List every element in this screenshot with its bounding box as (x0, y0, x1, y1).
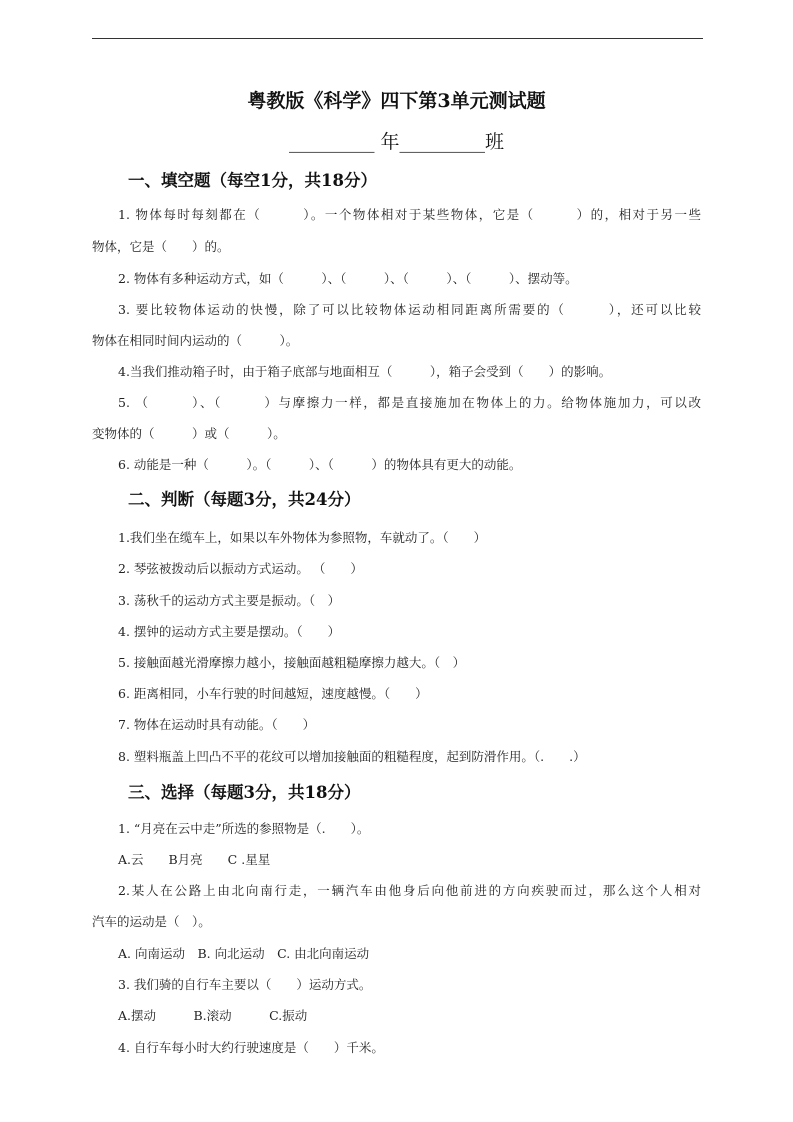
question-line: 6. 动能是一种（ ）。（ ）、（ ）的物体具有更大的动能。 (118, 457, 522, 472)
question-line: 物体在相同时间内运动的（ ）。 (92, 333, 299, 348)
question-line: 7. 物体在运动时具有动能。（ ） (118, 717, 316, 732)
answer-options: A. 向南运动 B. 向北运动 C. 由北向南运动 (118, 946, 370, 961)
question-line: 2. 物体有多种运动方式，如（ ）、（ ）、（ ）、（ ）、摆动等。 (118, 271, 578, 286)
question-line: 2. 琴弦被拨动后以振动方式运动。 （ ） (118, 561, 363, 576)
question-line: 4. 自行车每小时大约行驶速度是（ ）千米。 (118, 1040, 384, 1055)
question-line: 汽车的运动是（ ）。 (92, 914, 211, 929)
page-title: 粤教版《科学》四下第3单元测试题 (247, 90, 546, 112)
question-line: 3. 我们骑的自行车主要以（ ）运动方式。 (118, 977, 372, 992)
question-line: 物体，它是（ ）的。 (92, 239, 230, 254)
question-line: 1.我们坐在缆车上，如果以车外物体为参照物，车就动了。（ ） (118, 530, 487, 545)
question-line: 1. 物体每时每刻都在（ ）。一个物体相对于某些物体，它是（ ）的，相对于另一些 (118, 207, 701, 222)
question-line: 4.当我们推动箱子时，由于箱子底部与地面相互（ ），箱子会受到（ ）的影响。 (118, 364, 612, 379)
question-line: 5. （ ）、（ ）与摩擦力一样，都是直接施加在物体上的力。给物体施加力，可以改 (118, 395, 701, 410)
section-heading-fill-blank: 一、填空题（每空1分，共18分） (128, 171, 377, 190)
answer-options: A.云 B月亮 C .星星 (118, 852, 271, 867)
question-line: 5. 接触面越光滑摩擦力越小，接触面越粗糙摩擦力越大。（ ） (118, 655, 466, 670)
question-line: 4. 摆钟的运动方式主要是摆动。（ ） (118, 624, 341, 639)
question-line: 1. “月亮在云中走”所选的参照物是（. ）。 (118, 821, 370, 836)
question-line: 8. 塑料瓶盖上凹凸不平的花纹可以增加接触面的粗糙程度，起到防滑作用。（. .） (118, 749, 586, 764)
question-line: 2.某人在公路上由北向南行走，一辆汽车由他身后向他前进的方向疾驶而过，那么这个人相对 (118, 883, 701, 898)
question-line: 3. 荡秋千的运动方式主要是振动。（ ） (118, 593, 341, 608)
grade-class-line: _________ 年_________班 (288, 131, 505, 153)
answer-options: A.摆动 B.滚动 C.振动 (118, 1008, 308, 1023)
section-heading-true-false: 二、判断（每题3分，共24分） (128, 490, 361, 509)
section-heading-multiple-choice: 三、选择（每题3分，共18分） (128, 783, 361, 802)
question-line: 3. 要比较物体运动的快慢，除了可以比较物体运动相同距离所需要的（ ），还可以比较 (118, 302, 701, 317)
question-line: 6. 距离相同，小车行驶的时间越短，速度越慢。（ ） (118, 686, 428, 701)
header-rule (92, 38, 703, 39)
question-line: 变物体的（ ）或（ ）。 (92, 426, 286, 441)
